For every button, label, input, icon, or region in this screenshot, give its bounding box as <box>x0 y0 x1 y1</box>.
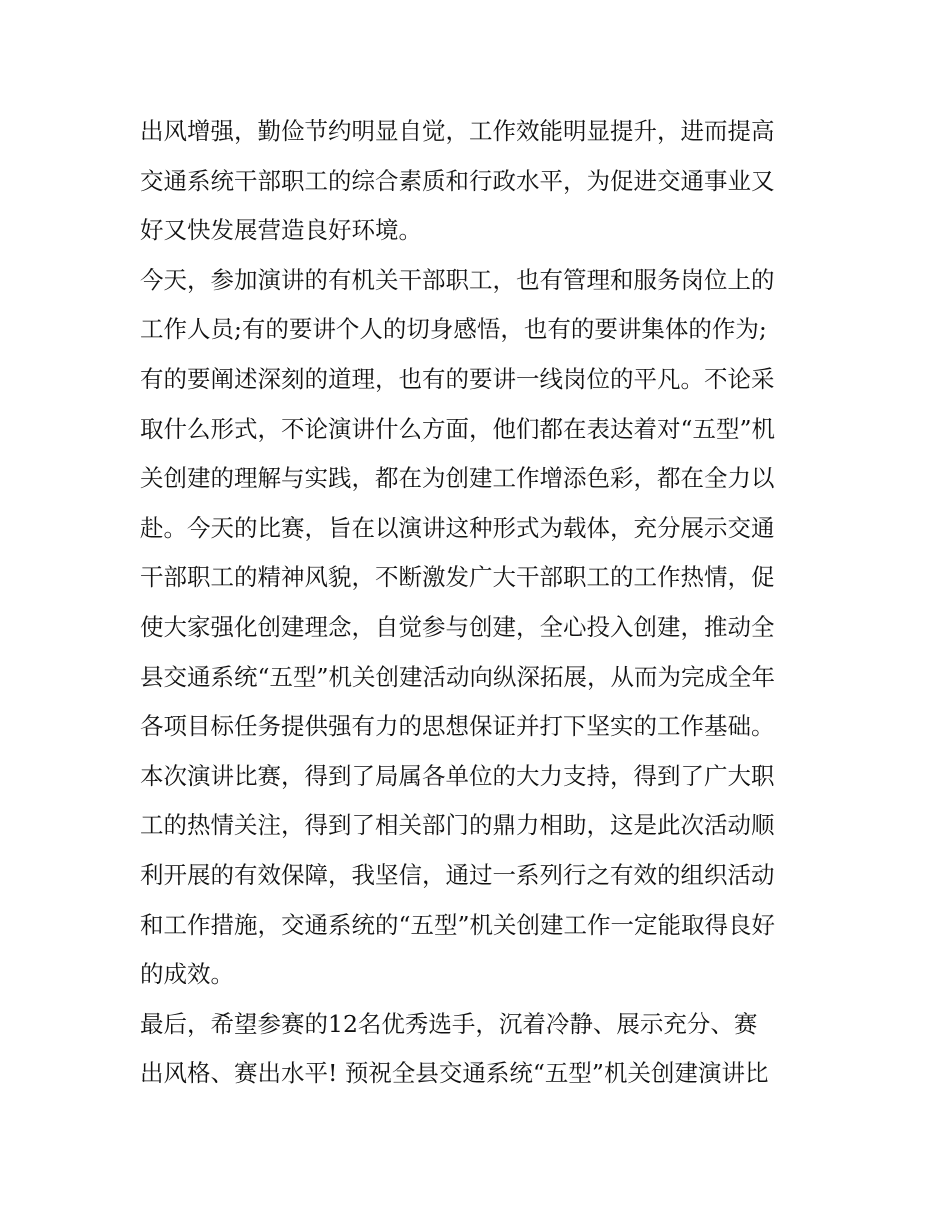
text-line: 各项目标任务提供强有力的思想保证并打下坚实的工作基础。 <box>140 712 775 741</box>
paragraph-1 <box>140 107 815 256</box>
text-line: 和工作措施，交通系统的“五型”机关创建工作一定能取得良好 <box>140 910 776 939</box>
text-line: 县交通系统“五型”机关创建活动向纵深拓展，从而为完成全年 <box>140 662 776 691</box>
text-line: 使大家强化创建理念，自觉参与创建，全心投入创建，推动全 <box>140 612 775 641</box>
paragraph-3 <box>140 752 815 1000</box>
document-body <box>140 107 815 1099</box>
text-line: 的成效。 <box>140 960 234 989</box>
text-line: 好又快发展营造良好环境。 <box>140 216 422 245</box>
text-line: 最后，希望参赛的12名优秀选手，沉着冷静、展示充分、赛 <box>140 1009 758 1038</box>
text-line: 有的要阐述深刻的道理，也有的要讲一线岗位的平凡。不论采 <box>140 364 775 393</box>
text-line: 赴。今天的比赛，旨在以演讲这种形式为载体，充分展示交通 <box>140 513 775 542</box>
text-line: 本次演讲比赛，得到了局属各单位的大力支持，得到了广大职 <box>140 761 775 790</box>
text-line: 取什么形式，不论演讲什么方面，他们都在表达着对“五型”机 <box>140 414 776 443</box>
text-line: 今天，参加演讲的有机关干部职工，也有管理和服务岗位上的 <box>140 265 775 294</box>
text-line: 交通系统干部职工的综合素质和行政水平，为促进交通事业又 <box>140 166 775 195</box>
text-line: 出风格、赛出水平! 预祝全县交通系统“五型”机关创建演讲比 <box>140 1059 769 1088</box>
text-line: 工的热情关注，得到了相关部门的鼎力相助，这是此次活动顺 <box>140 811 775 840</box>
text-line: 干部职工的精神风貌，不断激发广大干部职工的工作热情，促 <box>140 563 775 592</box>
paragraph-2 <box>140 256 815 752</box>
text-line: 出风增强，勤俭节约明显自觉，工作效能明显提升，进而提高 <box>140 117 775 145</box>
text-line: 关创建的理解与实践，都在为创建工作增添色彩，都在全力以 <box>140 464 775 493</box>
text-line: 工作人员;有的要讲个人的切身感悟，也有的要讲集体的作为; <box>140 315 767 344</box>
text-line: 利开展的有效保障，我坚信，通过一系列行之有效的组织活动 <box>140 860 775 889</box>
paragraph-4 <box>140 1000 815 1099</box>
